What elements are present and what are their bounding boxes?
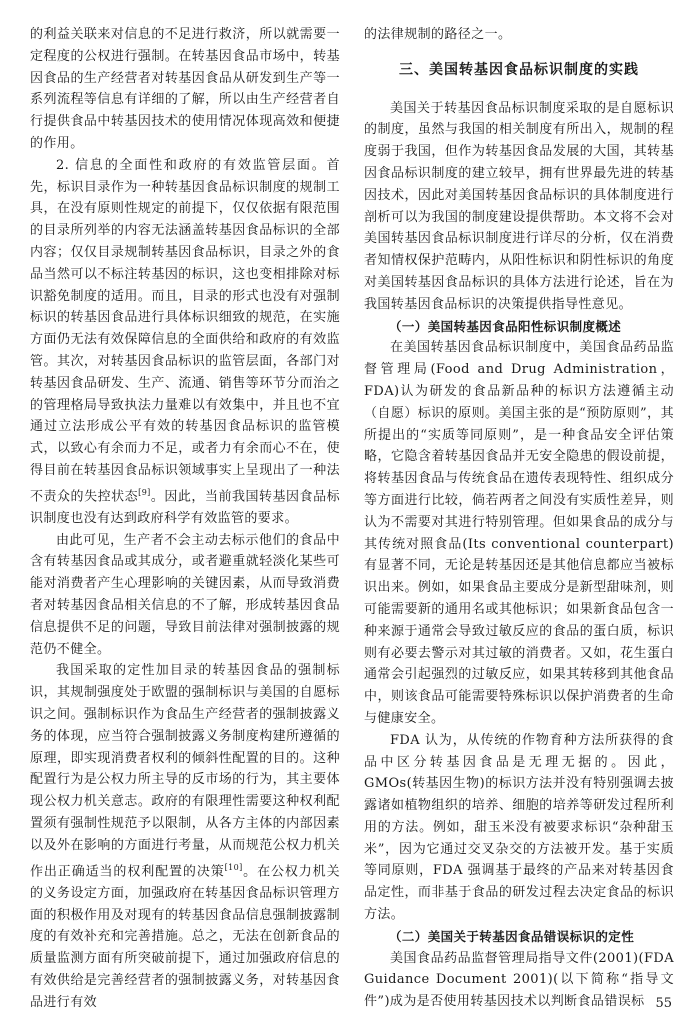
paragraph: FDA 认为，从传统的作物育种方法所获得的食品中区分转基因食品是无理无据的。因此，GMOs(转基因生物)的标识方法并没有特别强调去披露诸如植物组织的培养、细胞的培养等研发过程所利用的方法。例如，甜玉米没有被要求标识“杂种甜玉米”，因为它通过交叉杂交的方法被开发。基于实质等同原则，FDA 强调基于最终的产品来对转基因食品定性，而非基于食品的研发过程去决定食品的标识方法。 xyxy=(364,732,674,923)
paragraph: 我国采取的定性加目录的转基因食品的强制标识，其规制强度处于欧盟的强制标识与美国的自愿标识之间。强制标识作为食品生产经营者的强制披露义务的体现，应当符合强制披露义务制度构建所遵循的原理，即实现消费者权利的倾斜性配置的目的。这种配置行为是公权力所主导的反市场的行为，其主要体现公权力机关意志。政府的有限理性需要这种权利配置须有强制性规范予以限制，从各方主体的内部因素以及外在影响的方面进行考量，从而规范公权力机关作出正确适当的权利配置的决策[10]。在公权力机关的义务设定方面，加强政府在转基因食品标识管理方面的积极作用及对现有的转基因食品信息强制披露制度的有效补充和完善措施。总之，无法在创新食品的质量监测方面有所突破前提下，通过加强政府信息的有效供给是完善经营者的强制披露义务，对转基因食品进行有效 xyxy=(30,663,340,1010)
subsection-heading: （一）美国转基因食品阳性标识制度概述 xyxy=(389,318,622,334)
paragraph: 的利益关联来对信息的不足进行救济，所以就需要一定程度的公权进行强制。在转基因食品市场中，转基因食品的生产经营者对转基因食品从研发到生产等一系列流程等信息有详细的了解，所以由生产经营者自行提供食品中转基因技术的使用情况体现高效和便捷的作用。 xyxy=(30,27,340,151)
paragraph: 2. 信息的全面性和政府的有效监管层面。首先，标识目录作为一种转基因食品标识制度的规制工具，在没有原则性规定的前提下，仅仅依据有限范围的目录所列举的内容无法涵盖转基因食品标识的全部内容；仅仅目录规制转基因食品标识，目录之外的食品当然可以不标注转基因的标识，这也变相排除对标识豁免制度的适用。而且，目录的形式也没有对强制标识的转基因食品进行具体标识细致的规范，在实施方面仍无法有效保障信息的全面供给和政府的有效监管。其次，对转基因食品标识的监管层面，各部门对转基因食品研发、生产、流通、销售等环节分而治之的管理格局导致执法力量难以有效集中，并且也不宜通过立法形成公平有效的转基因食品标识的监管模式，以致心有余而力不足，或者力有余而心不在，使得目前在转基因食品标识领域事实上呈现出了一种法不责众的失控状态[9]。因此，当前我国转基因食品标识制度也没有达到政府科学有效监管的要求。 xyxy=(30,157,340,526)
page-number: 55 xyxy=(655,996,672,1011)
right-column xyxy=(364,24,674,1013)
citation-ref: [10] xyxy=(224,862,243,872)
citation-ref: [9] xyxy=(138,487,151,497)
paragraph: 在美国转基因食品标识制度中，美国食品药品监督管理局(Food and Drug Administration，FDA)认为研发的食品新品种的标识方法遵循主动（自愿）标识的原则。美国主张的是“预防原则”，其所提出的“实质等同原则”，是一种食品安全评估策略，它隐含着转基因食品并无安全隐患的假设前提，将转基因食品与传统食品在遗传表现特性、组织成分等方面进行比较，倘若两者之间没有实质性差异，则认为不需要对其进行特别管理。但如果食品的成分与其传统对照食品(Its conventional counterpart)有显著不同，无论是转基因还是其他信息都应当被标识出来。例如，如果食品主要成分是新型甜味剂，则可能需要新的通用名或其他标识；如果新食品包含一种来源于通常会导致过敏反应的食品的蛋白质，标识则有必要去警示对其过敏的消费者。又如，花生蛋白通常会引起强烈的过敏反应，如果其转移到其他食品中，则该食品可能需要特殊标识以保护消费者的生命与健康安全。 xyxy=(364,340,674,726)
left-column xyxy=(30,24,340,1014)
paragraph: 美国食品药品监督管理局指导文件(2001)(FDA Guidance Document 2001)(以下简称“指导文件”)成为是否使用转基因技术以判断食品错误标 xyxy=(364,950,674,1010)
paragraph: 的法律规制的路径之一。 xyxy=(364,27,512,42)
paragraph: 美国关于转基因食品标识制度采取的是自愿标识的制度，虽然与我国的相关制度有所出入，规制的程度弱于我国，但作为转基因食品发展的大国，其转基因食品标识制度的建立较早，拥有世界最先进的转基因技术，因此对美国转基因食品标识的具体制度进行剖析可以为我国的制度建设提供帮助。本文将不会对美国转基因食品标识制度进行详尽的分析，仅在消费者知情权保护范畴内，从阳性标识和阴性标识的角度对美国转基因食品标识的具体方法进行论述，旨在为我国转基因食品标识的决策提供指导性意见。 xyxy=(364,100,674,312)
paragraph: 由此可见，生产者不会主动去标示他们的食品中含有转基因食品或其成分，或者避重就轻淡化某些可能对消费者产生心理影响的关键因素，从而导致消费者对转基因食品相关信息的不了解，形成转基因食品信息提供不足的问题，导致目前法律对强制披露的规范仍不健全。 xyxy=(30,532,340,657)
subsection-heading: （二）美国关于转基因食品错误标识的定性 xyxy=(389,928,635,944)
section-heading: 三、美国转基因食品标识制度的实践 xyxy=(399,61,639,78)
